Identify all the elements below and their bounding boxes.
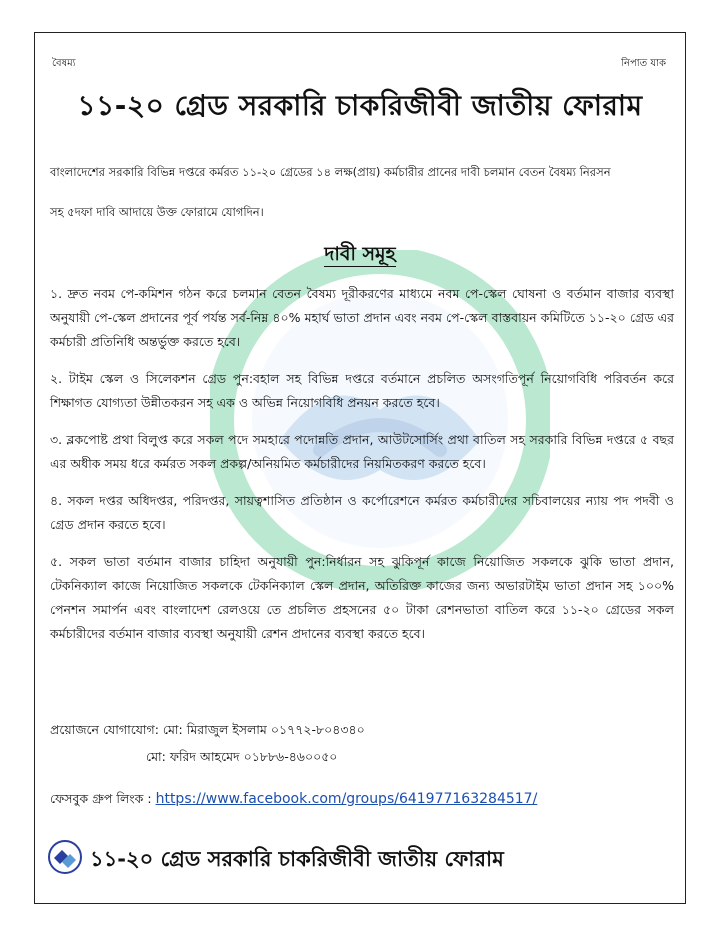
contact-line: মো: ফরিদ আহমেদ ০১৮৮৬-৪৬০০৫০ bbox=[146, 749, 338, 764]
demands-heading bbox=[0, 240, 720, 272]
contact-info bbox=[50, 716, 365, 770]
demands-list bbox=[50, 282, 674, 659]
intro-line: সহ ৫দফা দাবি আদায়ে উক্ত ফোরামে যোগদিন। bbox=[50, 205, 264, 219]
facebook-label: ফেসবুক গ্রুপ লিংক : bbox=[50, 791, 152, 806]
top-right-tag: নিপাত যাক bbox=[621, 58, 666, 69]
demands-heading-text: দাবী সমূহ bbox=[324, 243, 396, 265]
demand-item: ২. টাইম স্কেল ও সিলেকশন গ্রেড পুন:বহাল সহ বিভিন্ন দপ্তরে বর্তমানে প্রচলিত অসংগতিপূর্ন নিয়োগবিধি পরিবর্তন করে শিক্ষাগত যোগ্যতা উন্নীতকরন সহ এক ও অভিন্ন নিয়োগবিধি প্রনয়ন করতে হবে। bbox=[50, 371, 674, 410]
page-title: ১১-২০ গ্রেড সরকারি চাকরিজীবী জাতীয় ফোরাম bbox=[77, 89, 643, 122]
demand-item: ৪. সকল দপ্তর অধিদপ্তর, পরিদপ্তর, সায়ত্বশাসিত প্রতিষ্ঠান ও কর্পোরেশনে কর্মরত কর্মচারীদের সচিবালয়ের ন্যায় পদ পদবী ও গ্রেড প্রদান করতে হবে। bbox=[50, 493, 674, 532]
forum-logo-icon bbox=[48, 840, 82, 874]
demand-item: ৫. সকল ভাতা বর্তমান বাজার চাহিদা অনুযায়ী পুন:নির্ধারন সহ ঝুকিপূর্ন কাজে নিয়োজিত সকলকে ঝুকি ভাতা প্রদান, টেকনিক্যাল কাজে নিয়োজিত সকলকে টেকনিক্যাল স্কেল প্রদান, অতিরিক্ত কাজের জন্য অভারটাইম ভাতা প্রদান সহ ১০০% পেনশন সমার্পন এবং বাংলাদেশ রেলওয়ে তে প্রচলিত প্রহসনের ৫০ টাকা রেশনভাতা বাতিল করে ১১-২০ গ্রেডের সকল কর্মচারীদের বর্তমান বাজার ব্যবস্থা অনুযায়ী রেশন প্রদানের ব্যবস্থা করতে হবে। bbox=[50, 554, 674, 641]
footer-title: ১১-২০ গ্রেড সরকারি চাকরিজীবী জাতীয় ফোরাম bbox=[90, 847, 504, 871]
demand-item: ১. দ্রুত নবম পে-কমিশন গঠন করে চলমান বেতন বৈষম্য দূরীকরণের মাধ্যমে নবম পে-স্কেল ঘোষনা ও বর্তমান বাজার ব্যবস্থা অনুযায়ী পে-স্কেল প্রদানের পূর্ব পর্যন্ত সর্ব-নিম্ন ৪০% মহার্ঘ ভাতা প্রদান এবং নবম পে-স্কেল বাস্তবায়ন কমিটিতে ১১-২০ গ্রেড এর কর্মচারী প্রতিনিধি অন্তর্ভুক্ত করতে হবে। bbox=[50, 286, 674, 349]
contact-line: প্রয়োজনে যোগাযোগ: মো: মিরাজুল ইসলাম ০১৭৭২-৮০৪৩৪০ bbox=[50, 722, 365, 737]
facebook-group-link[interactable]: https://www.facebook.com/groups/641977163284517/ bbox=[155, 791, 538, 807]
top-left-tag: বৈষম্য bbox=[52, 58, 76, 69]
intro-text bbox=[50, 152, 680, 232]
demand-item: ৩. ব্লকপোষ্ট প্রথা বিলুপ্ত করে সকল পদে সমহারে পদোন্নতি প্রদান, আউটসোর্সিং প্রথা বাতিল সহ সরকারি বিভিন্ন দপ্তরে ৫ বছর এর অধীক সময় ধরে কর্মরত সকল প্রকল্প/অনিয়মিত কর্মচারীদের নিয়মিতকরণ করতে হবে। bbox=[50, 432, 674, 471]
facebook-group bbox=[50, 791, 537, 811]
intro-line: বাংলাদেশের সরকারি বিভিন্ন দপ্তরে কর্মরত ১১-২০ গ্রেডের ১৪ লক্ষ(প্রায়) কর্মচারীর প্রানের দাবী চলমান বেতন বৈষম্য নিরসন bbox=[50, 165, 611, 179]
